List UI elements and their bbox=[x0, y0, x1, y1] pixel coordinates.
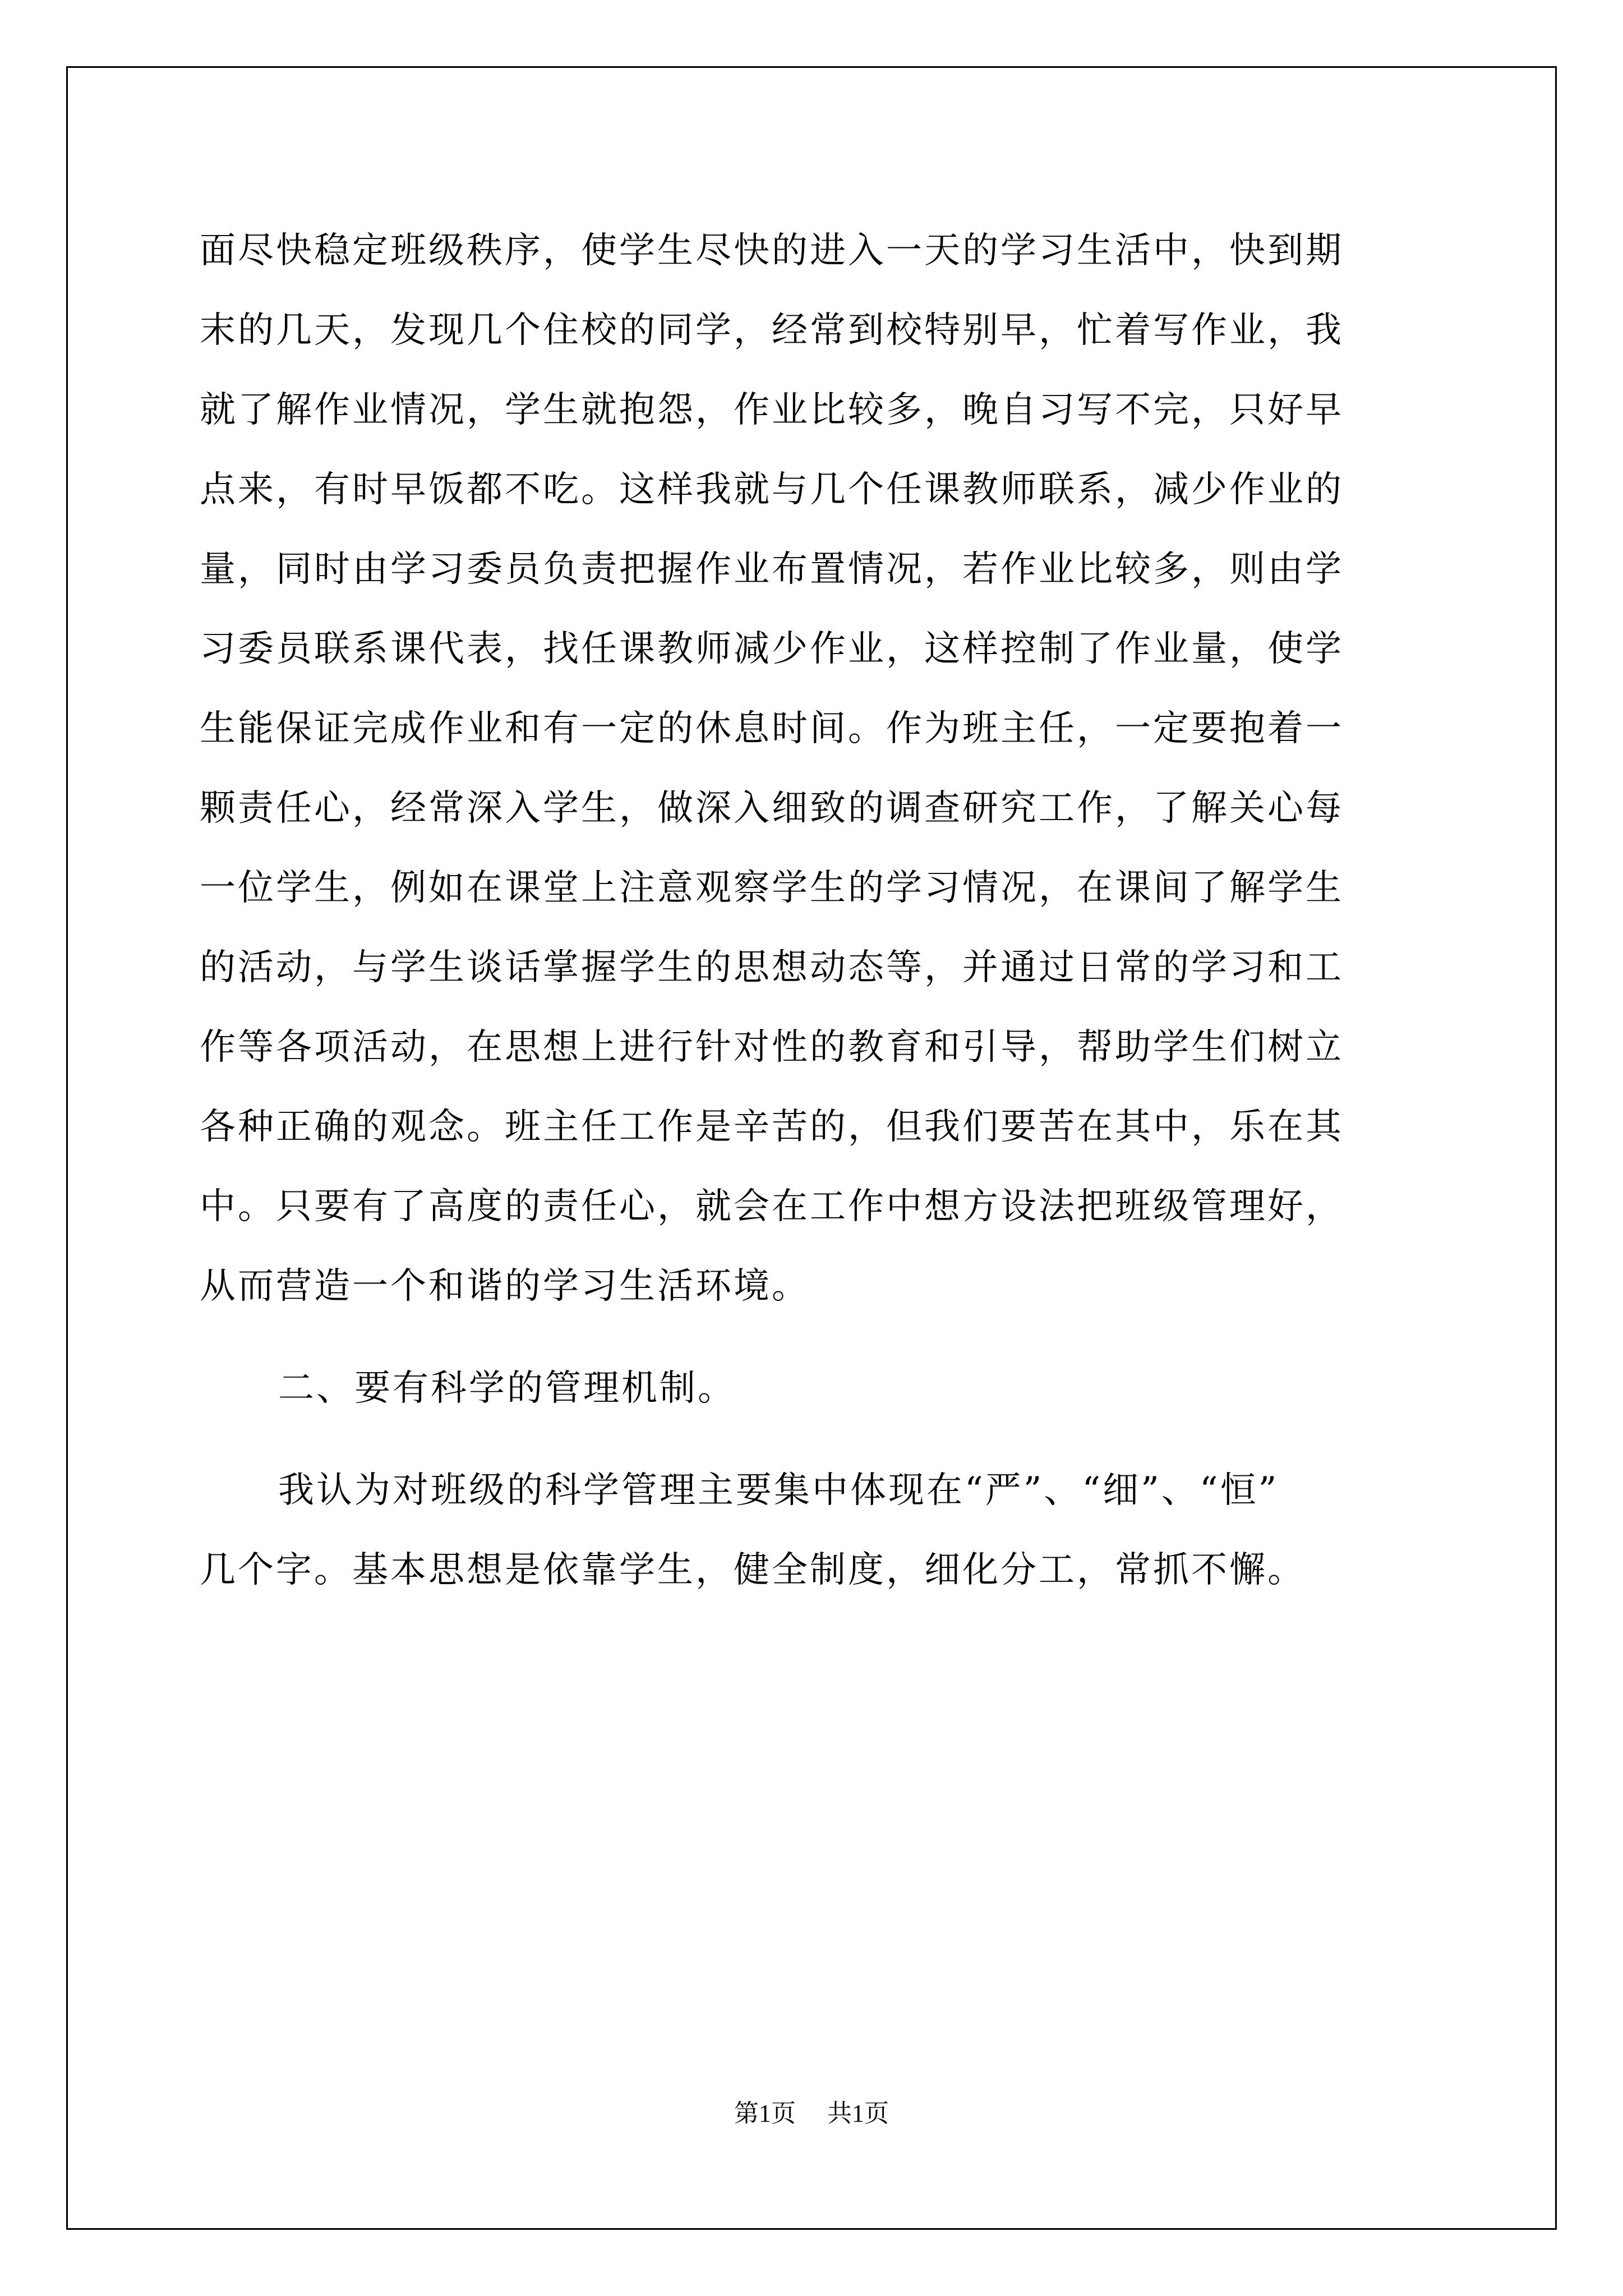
paragraph-line: 面尽快稳定班级秩序，使学生尽快的进入一天的学习生活中，快到期 bbox=[200, 230, 1344, 272]
document-body bbox=[200, 211, 1433, 1610]
paragraph-line: 的活动，与学生谈话掌握学生的思想动态等，并通过日常的学习和工 bbox=[200, 947, 1344, 988]
paragraph-line: 就了解作业情况，学生就抱怨，作业比较多，晚自习写不完，只好早 bbox=[200, 389, 1344, 431]
paragraph-line: 中。只要有了高度的责任心，就会在工作中想方设法把班级管理好， bbox=[200, 1186, 1344, 1227]
paragraph-line: 量，同时由学习委员负责把握作业布置情况，若作业比较多，则由学 bbox=[200, 549, 1344, 590]
paragraph-line: 末的几天，发现几个住校的同学，经常到校特别早，忙着写作业，我 bbox=[200, 310, 1344, 351]
section-line: 我认为对班级的科学管理主要集中体现在“严”、“细”、“恒” bbox=[278, 1470, 1279, 1511]
page-total: 共1页 bbox=[827, 2100, 889, 2127]
paragraph-line: 点来，有时早饭都不吃。这样我就与几个任课教师联系，减少作业的 bbox=[200, 469, 1344, 510]
page-number: 第1页 bbox=[734, 2100, 796, 2127]
paragraph-line: 一位学生，例如在课堂上注意观察学生的学习情况，在课间了解学生 bbox=[200, 867, 1344, 909]
paragraph-line: 从而营造一个和谐的学习生活环境。 bbox=[200, 1266, 810, 1307]
page-footer bbox=[0, 2097, 1623, 2131]
paragraph-line: 颗责任心，经常深入学生，做深入细致的调查研究工作，了解关心每 bbox=[200, 788, 1344, 829]
paragraph-line: 习委员联系课代表，找任课教师减少作业，这样控制了作业量，使学 bbox=[200, 628, 1344, 670]
section-line: 几个字。基本思想是依靠学生，健全制度，细化分工，常抓不懈。 bbox=[200, 1549, 1306, 1591]
paragraph-line: 各种正确的观念。班主任工作是辛苦的，但我们要苦在其中，乐在其 bbox=[200, 1106, 1344, 1148]
section-heading: 二、要有科学的管理机制。 bbox=[278, 1368, 736, 1409]
paragraph-line: 生能保证完成作业和有一定的休息时间。作为班主任，一定要抱着一 bbox=[200, 708, 1344, 749]
paragraph-line: 作等各项活动，在思想上进行针对性的教育和引导，帮助学生们树立 bbox=[200, 1027, 1344, 1068]
